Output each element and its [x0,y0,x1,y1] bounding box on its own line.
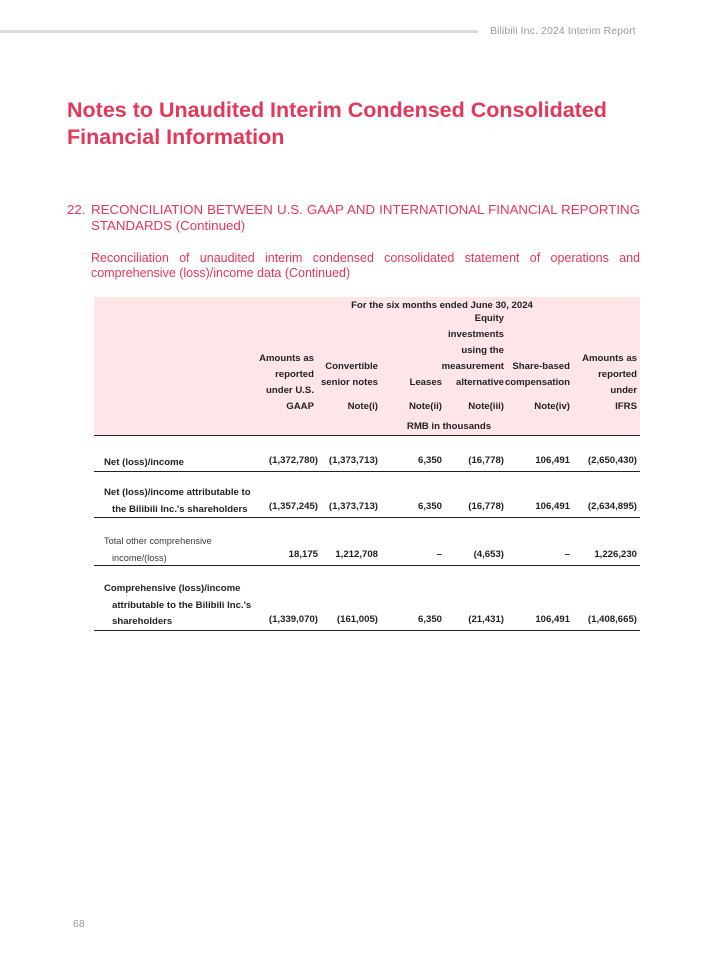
col-header-line: Share-based [512,361,570,372]
col-header-convertible-notes [294,359,378,391]
col-header-line: GAAP [286,401,314,412]
col-note-iv: Note(iv) [534,401,570,412]
table-cell: (21,431) [468,614,504,625]
table-cell: 6,350 [417,501,442,512]
row-label-net-loss-attributable [104,485,251,518]
table-cell: (2,634,895) [587,501,637,512]
table-cell: 106,491 [535,455,570,466]
row-label-line: Total other comprehensive [104,536,212,546]
page-number: 68 [73,918,85,930]
table-cell: (4,653) [473,549,504,560]
section-heading [67,202,640,234]
row-rule [94,471,640,472]
period-header: For the six months ended June 30, 2024 [351,300,533,311]
header-rule [0,30,478,33]
col-header-equity-investments [424,311,504,391]
row-label-other-comprehensive [104,533,212,566]
table-header-rule [94,435,640,436]
col-header-line: Amounts as [582,353,637,364]
col-header-line: under [610,385,637,396]
table-cell: 18,175 [288,549,318,560]
col-header-line: IFRS [615,401,637,412]
table-cell: (16,778) [468,455,504,466]
table-cell: (16,778) [468,501,504,512]
row-label-comprehensive-loss [104,581,251,631]
row-label-line: income/(loss) [112,552,167,563]
col-header-line: compensation [504,377,570,388]
report-header: Bilibili Inc. 2024 Interim Report [490,25,636,37]
col-note-ii: Note(ii) [408,401,442,412]
table-cell: (1,357,245) [268,501,318,512]
col-header-line: reported [275,369,314,380]
col-header-line: Leases [409,377,442,388]
row-label-line: shareholders [112,616,173,627]
col-note-i: Note(i) [347,401,378,412]
table-cell: 106,491 [535,614,570,625]
col-header-line: reported [598,369,637,380]
page-title: Notes to Unaudited Interim Condensed Consolidated Financial Information [67,98,607,149]
row-rule [94,517,640,518]
row-rule [94,630,640,631]
col-header-line: Amounts as [259,353,314,364]
col-header-line: using the [461,345,504,356]
col-header-share-based [494,359,570,391]
table-cell: (2,650,430) [587,455,637,466]
col-header-line: under U.S. [266,385,314,396]
row-label-line: Comprehensive (loss)/income [104,583,241,594]
unit-label: RMB in thousands [406,421,492,432]
table-cell: – [436,549,442,560]
row-label-net-loss [104,455,184,472]
row-label-line: Net (loss)/income [104,457,184,468]
table-cell: 1,212,708 [335,549,378,560]
col-header-line: Equity [474,313,504,324]
table-cell: 6,350 [417,614,442,625]
table-cell: 106,491 [535,501,570,512]
table-cell: (1,408,665) [587,614,637,625]
table-cell: (1,373,713) [328,501,378,512]
table-cell: 1,226,230 [594,549,637,560]
col-header-ifrs [560,351,637,415]
section-subheading: Reconciliation of unaudited interim condensed consolidated statement of operations and comprehensive (loss)/income data (Continued) [91,251,640,280]
col-header-line: measurement [441,361,504,372]
col-header-line: alternative [456,377,504,388]
table-cell: (161,005) [336,614,378,625]
row-label-line: attributable to the Bilibili Inc.'s [112,599,252,611]
table-cell: – [564,549,570,560]
row-label-line: the Bilibili Inc.'s shareholders [112,503,248,515]
section-heading-text: RECONCILIATION BETWEEN U.S. GAAP AND INTERNATIONAL FINANCIAL REPORTING STANDARDS (Continued) [91,202,640,233]
row-label-line: Net (loss)/income attributable to [104,487,251,498]
table-cell: (1,373,713) [328,455,378,466]
col-header-line: senior notes [320,377,378,388]
section-number: 22. [67,202,86,217]
table-cell: (1,372,780) [268,455,318,466]
row-rule [94,565,640,566]
col-header-line: investments [448,329,504,340]
col-header-line: Convertible [325,361,378,372]
table-cell: (1,339,070) [268,614,318,625]
table-cell: 6,350 [417,455,442,466]
col-note-iii: Note(iii) [468,401,504,412]
